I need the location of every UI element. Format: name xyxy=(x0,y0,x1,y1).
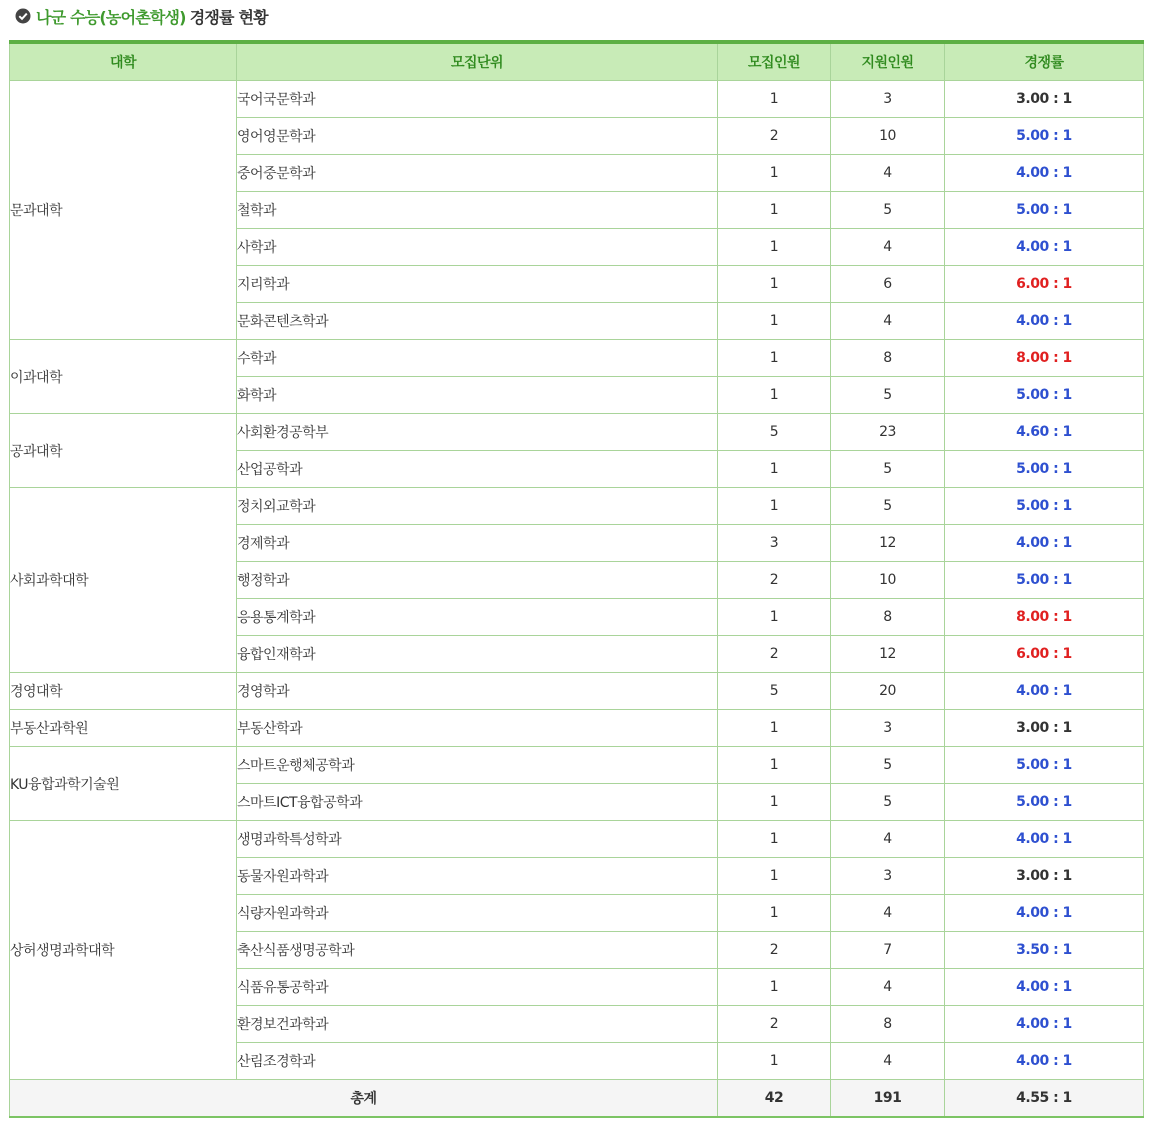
applicants-cell: 4 xyxy=(831,1043,945,1080)
college-cell: 문과대학 xyxy=(10,81,237,340)
rate-cell: 6.00 : 1 xyxy=(945,636,1144,673)
quota-cell: 1 xyxy=(718,821,831,858)
unit-cell: 행정학과 xyxy=(237,562,718,599)
quota-cell: 2 xyxy=(718,1006,831,1043)
quota-cell: 1 xyxy=(718,747,831,784)
quota-cell: 1 xyxy=(718,377,831,414)
applicants-cell: 4 xyxy=(831,229,945,266)
total-applicants: 191 xyxy=(831,1080,945,1118)
applicants-cell: 12 xyxy=(831,525,945,562)
unit-cell: 동물자원과학과 xyxy=(237,858,718,895)
unit-cell: 수학과 xyxy=(237,340,718,377)
title-highlight: 나군 수능(농어촌학생) xyxy=(36,7,186,27)
table-body xyxy=(10,81,1144,1118)
rate-cell: 6.00 : 1 xyxy=(945,266,1144,303)
rate-cell: 3.50 : 1 xyxy=(945,932,1144,969)
rate-cell: 5.00 : 1 xyxy=(945,451,1144,488)
check-circle-icon xyxy=(15,8,31,24)
rate-cell: 8.00 : 1 xyxy=(945,340,1144,377)
unit-cell: 경제학과 xyxy=(237,525,718,562)
quota-cell: 1 xyxy=(718,340,831,377)
rate-cell: 4.00 : 1 xyxy=(945,895,1144,932)
applicants-cell: 4 xyxy=(831,821,945,858)
unit-cell: 지리학과 xyxy=(237,266,718,303)
college-cell: KU융합과학기술원 xyxy=(10,747,237,821)
table-row xyxy=(10,414,1144,451)
rate-cell: 5.00 : 1 xyxy=(945,377,1144,414)
unit-cell: 사학과 xyxy=(237,229,718,266)
unit-cell: 사회환경공학부 xyxy=(237,414,718,451)
unit-cell: 철학과 xyxy=(237,192,718,229)
unit-cell: 생명과학특성학과 xyxy=(237,821,718,858)
applicants-cell: 6 xyxy=(831,266,945,303)
rate-cell: 5.00 : 1 xyxy=(945,192,1144,229)
rate-cell: 3.00 : 1 xyxy=(945,81,1144,118)
applicants-cell: 5 xyxy=(831,784,945,821)
header-unit: 모집단위 xyxy=(237,42,718,81)
table-row xyxy=(10,710,1144,747)
table-row xyxy=(10,821,1144,858)
unit-cell: 국어국문학과 xyxy=(237,81,718,118)
table-row xyxy=(10,747,1144,784)
college-cell: 공과대학 xyxy=(10,414,237,488)
college-cell: 부동산과학원 xyxy=(10,710,237,747)
applicants-cell: 8 xyxy=(831,599,945,636)
unit-cell: 식량자원과학과 xyxy=(237,895,718,932)
total-label: 총계 xyxy=(10,1080,718,1118)
rate-cell: 4.00 : 1 xyxy=(945,673,1144,710)
applicants-cell: 10 xyxy=(831,562,945,599)
rate-cell: 8.00 : 1 xyxy=(945,599,1144,636)
applicants-cell: 20 xyxy=(831,673,945,710)
table-header-row xyxy=(10,42,1144,81)
applicants-cell: 4 xyxy=(831,155,945,192)
table-row xyxy=(10,488,1144,525)
quota-cell: 1 xyxy=(718,155,831,192)
rate-cell: 4.00 : 1 xyxy=(945,1006,1144,1043)
table-row xyxy=(10,81,1144,118)
applicants-cell: 3 xyxy=(831,858,945,895)
quota-cell: 1 xyxy=(718,266,831,303)
unit-cell: 영어영문학과 xyxy=(237,118,718,155)
applicants-cell: 4 xyxy=(831,303,945,340)
quota-cell: 1 xyxy=(718,1043,831,1080)
table-row xyxy=(10,340,1144,377)
unit-cell: 문화콘텐츠학과 xyxy=(237,303,718,340)
rate-cell: 3.00 : 1 xyxy=(945,858,1144,895)
quota-cell: 1 xyxy=(718,710,831,747)
rate-cell: 4.00 : 1 xyxy=(945,229,1144,266)
quota-cell: 1 xyxy=(718,81,831,118)
quota-cell: 2 xyxy=(718,118,831,155)
applicants-cell: 5 xyxy=(831,488,945,525)
rate-cell: 4.00 : 1 xyxy=(945,155,1144,192)
unit-cell: 응용통계학과 xyxy=(237,599,718,636)
applicants-cell: 8 xyxy=(831,340,945,377)
quota-cell: 1 xyxy=(718,784,831,821)
unit-cell: 경영학과 xyxy=(237,673,718,710)
college-cell: 이과대학 xyxy=(10,340,237,414)
unit-cell: 스마트ICT융합공학과 xyxy=(237,784,718,821)
unit-cell: 산림조경학과 xyxy=(237,1043,718,1080)
rate-cell: 4.60 : 1 xyxy=(945,414,1144,451)
unit-cell: 스마트운행체공학과 xyxy=(237,747,718,784)
applicants-cell: 5 xyxy=(831,747,945,784)
total-row xyxy=(10,1080,1144,1118)
unit-cell: 화학과 xyxy=(237,377,718,414)
quota-cell: 2 xyxy=(718,562,831,599)
quota-cell: 1 xyxy=(718,192,831,229)
applicants-cell: 23 xyxy=(831,414,945,451)
applicants-cell: 7 xyxy=(831,932,945,969)
header-rate: 경쟁률 xyxy=(945,42,1144,81)
unit-cell: 축산식품생명공학과 xyxy=(237,932,718,969)
applicants-cell: 5 xyxy=(831,192,945,229)
rate-cell: 5.00 : 1 xyxy=(945,784,1144,821)
quota-cell: 2 xyxy=(718,932,831,969)
quota-cell: 3 xyxy=(718,525,831,562)
unit-cell: 정치외교학과 xyxy=(237,488,718,525)
quota-cell: 1 xyxy=(718,303,831,340)
total-rate: 4.55 : 1 xyxy=(945,1080,1144,1118)
college-cell: 경영대학 xyxy=(10,673,237,710)
quota-cell: 1 xyxy=(718,858,831,895)
quota-cell: 1 xyxy=(718,229,831,266)
rate-cell: 5.00 : 1 xyxy=(945,488,1144,525)
header-college: 대학 xyxy=(10,42,237,81)
header-applicants: 지원인원 xyxy=(831,42,945,81)
section-title xyxy=(15,4,268,28)
unit-cell: 환경보건과학과 xyxy=(237,1006,718,1043)
applicants-cell: 12 xyxy=(831,636,945,673)
unit-cell: 산업공학과 xyxy=(237,451,718,488)
rate-cell: 3.00 : 1 xyxy=(945,710,1144,747)
total-quota: 42 xyxy=(718,1080,831,1118)
applicants-cell: 3 xyxy=(831,81,945,118)
title-text: 경쟁률 현황 xyxy=(189,7,268,27)
applicants-cell: 3 xyxy=(831,710,945,747)
rate-cell: 5.00 : 1 xyxy=(945,118,1144,155)
applicants-cell: 4 xyxy=(831,969,945,1006)
rate-cell: 4.00 : 1 xyxy=(945,525,1144,562)
rate-cell: 5.00 : 1 xyxy=(945,562,1144,599)
applicants-cell: 10 xyxy=(831,118,945,155)
unit-cell: 융합인재학과 xyxy=(237,636,718,673)
table-row xyxy=(10,673,1144,710)
applicants-cell: 4 xyxy=(831,895,945,932)
unit-cell: 부동산학과 xyxy=(237,710,718,747)
quota-cell: 1 xyxy=(718,969,831,1006)
rate-cell: 4.00 : 1 xyxy=(945,821,1144,858)
quota-cell: 1 xyxy=(718,599,831,636)
rate-cell: 4.00 : 1 xyxy=(945,303,1144,340)
rate-cell: 4.00 : 1 xyxy=(945,969,1144,1006)
quota-cell: 1 xyxy=(718,451,831,488)
quota-cell: 5 xyxy=(718,673,831,710)
applicants-cell: 8 xyxy=(831,1006,945,1043)
quota-cell: 1 xyxy=(718,488,831,525)
applicants-cell: 5 xyxy=(831,451,945,488)
header-quota: 모집인원 xyxy=(718,42,831,81)
rate-cell: 4.00 : 1 xyxy=(945,1043,1144,1080)
rate-cell: 5.00 : 1 xyxy=(945,747,1144,784)
quota-cell: 5 xyxy=(718,414,831,451)
quota-cell: 2 xyxy=(718,636,831,673)
applicants-cell: 5 xyxy=(831,377,945,414)
unit-cell: 중어중문학과 xyxy=(237,155,718,192)
unit-cell: 식품유통공학과 xyxy=(237,969,718,1006)
competition-rate-table xyxy=(9,40,1144,1118)
college-cell: 상허생명과학대학 xyxy=(10,821,237,1080)
quota-cell: 1 xyxy=(718,895,831,932)
college-cell: 사회과학대학 xyxy=(10,488,237,673)
